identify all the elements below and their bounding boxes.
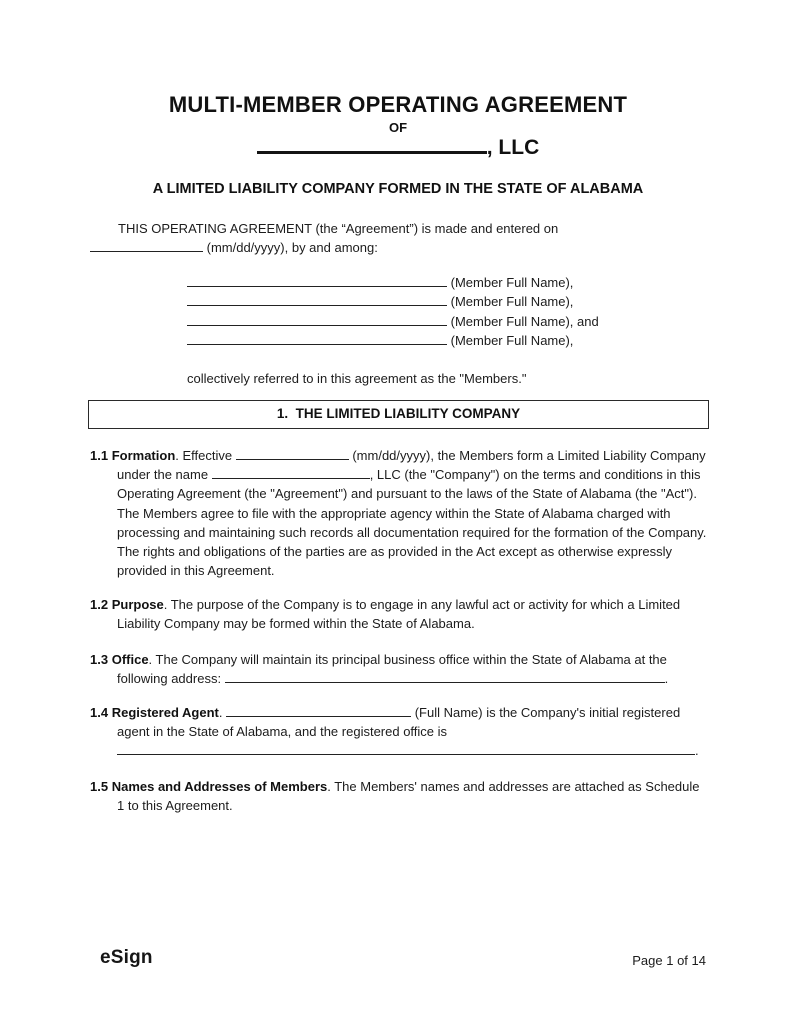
- member-name-blank: [187, 313, 447, 326]
- clause-text: .: [664, 671, 669, 687]
- member-label: (Member Full Name),: [450, 275, 574, 290]
- effective-date-blank: [236, 447, 349, 460]
- agreement-date-blank: [90, 239, 203, 252]
- intro-line-2-text: (mm/dd/yyyy), by and among:: [203, 240, 378, 256]
- member-name-blank: [187, 332, 447, 345]
- clause-text: .: [695, 743, 699, 759]
- member-row: [187, 331, 747, 350]
- clause-1-4-registered-agent: [90, 703, 708, 761]
- company-name-blank-clause: [212, 466, 370, 479]
- clause-title: Registered Agent: [111, 705, 219, 720]
- intro-line-2: [90, 238, 712, 257]
- clause-title: Office: [111, 652, 149, 667]
- document-title: MULTI-MEMBER OPERATING AGREEMENT: [168, 92, 628, 117]
- clause-text: (Full Name) is the Company's initial registered agent in the State of Alabama, and the registered office is: [117, 705, 681, 740]
- member-name-blank: [187, 274, 447, 287]
- clause-1-5-names-addresses: [90, 777, 708, 815]
- member-row: [187, 292, 747, 311]
- intro-line-1: THIS OPERATING AGREEMENT (the “Agreement”) is made and entered on: [118, 221, 559, 236]
- document-of-label: OF: [388, 120, 408, 135]
- clause-number: 1.4: [90, 705, 109, 720]
- clause-number: 1.3: [90, 652, 109, 667]
- registered-office-blank: [117, 742, 695, 755]
- member-name-list: [187, 273, 747, 350]
- agent-name-blank: [226, 704, 411, 717]
- esign-logo: eSign: [100, 947, 153, 968]
- clause-title: Names and Addresses of Members: [111, 779, 328, 794]
- member-name-blank: [187, 293, 447, 306]
- clause-number: 1.1: [90, 448, 109, 463]
- clause-text: . The Members' names and addresses are attached as Schedule 1 to this Agreement.: [117, 779, 700, 814]
- collective-note: collectively referred to in this agreement as the "Members.": [187, 371, 527, 386]
- intro-paragraph: [90, 219, 712, 257]
- document-subtitle: A LIMITED LIABILITY COMPANY FORMED IN THE STATE OF ALABAMA: [152, 181, 644, 197]
- company-name-blank: [257, 134, 487, 154]
- clause-text: . Effective: [175, 448, 236, 463]
- clause-1-3-office: [90, 650, 708, 688]
- member-label: (Member Full Name), and: [450, 313, 599, 329]
- clause-text: . The purpose of the Company is to engage in any lawful act or activity for which a Limited Liability Company may be formed within the State of Alabama.: [117, 597, 681, 632]
- clause-text: , LLC (the "Company") on the terms and conditions in this Operating Agreement (the "Agreement") and pursuant to the laws of the State of Alabama (the "Act"). The Members agree to file with the appropriate agency within the State of Alabama charged with processing and maintaining such records all documentation required for the formation of the Company. The rights and obligations of the parties are as provided in the Act except as otherwise expressly provided in this Agreement.: [117, 467, 707, 579]
- page-number: Page 1 of 14: [632, 953, 706, 968]
- member-row: [187, 312, 747, 331]
- clause-number: 1.5: [90, 779, 109, 794]
- clause-1-1-formation: [90, 446, 708, 580]
- clause-1-2-purpose: [90, 595, 708, 633]
- company-suffix: , LLC: [486, 136, 540, 159]
- clause-text: . The Company will maintain its principal business office within the State of Alabama at the following address:: [117, 652, 667, 687]
- clause-text: .: [218, 705, 227, 720]
- clause-text: (mm/dd/yyyy), the Members form a Limited Liability Company under the name: [117, 448, 706, 483]
- member-label: (Member Full Name),: [450, 294, 574, 310]
- clause-title: Purpose: [111, 597, 164, 612]
- member-label: (Member Full Name),: [450, 332, 574, 348]
- company-name-line: [0, 134, 796, 161]
- clause-title: Formation: [111, 448, 176, 463]
- section-1-heading: 1. THE LIMITED LIABILITY COMPANY: [276, 406, 521, 421]
- section-1-heading-box: [88, 400, 709, 429]
- office-address-blank: [225, 670, 665, 683]
- clause-number: 1.2: [90, 597, 109, 612]
- member-row: [187, 273, 747, 292]
